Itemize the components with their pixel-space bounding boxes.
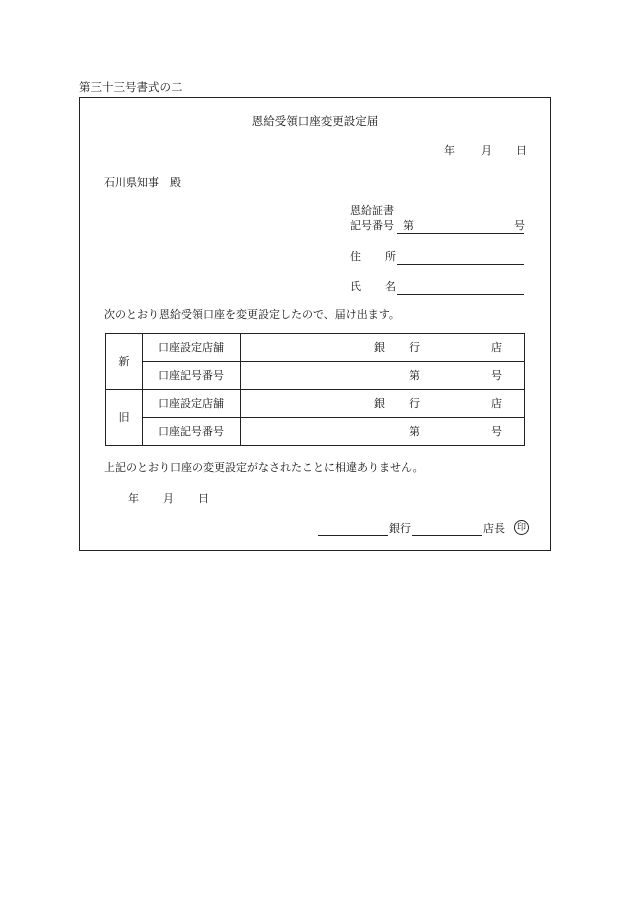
table-row bbox=[106, 362, 525, 390]
item-label: 口座設定店舗 bbox=[143, 334, 241, 362]
table-row bbox=[106, 418, 525, 446]
group-old: 旧 bbox=[106, 390, 143, 446]
date-bottom-day: 日 bbox=[198, 492, 209, 505]
unit-dai: 第 bbox=[409, 369, 420, 382]
date-bottom-month: 月 bbox=[163, 492, 174, 505]
unit-ten: 店 bbox=[491, 341, 502, 354]
table-row bbox=[106, 334, 525, 362]
cert-number-line bbox=[397, 233, 524, 234]
unit-go: 号 bbox=[491, 369, 502, 382]
value-cell bbox=[241, 334, 525, 362]
group-new: 新 bbox=[106, 334, 143, 390]
seal-icon: 印 bbox=[514, 520, 529, 535]
cert-label-line1: 恩給証書 bbox=[350, 204, 394, 217]
manager-label: 店長 bbox=[483, 522, 505, 535]
item-label: 口座記号番号 bbox=[143, 362, 241, 390]
name-label-1: 氏 bbox=[350, 280, 361, 293]
value-cell bbox=[241, 390, 525, 418]
bank-label: 銀行 bbox=[389, 522, 411, 535]
cert-label-line2: 記号番号 bbox=[350, 219, 394, 232]
name-line bbox=[397, 294, 524, 295]
unit-ten: 店 bbox=[491, 397, 502, 410]
date-top-day: 日 bbox=[516, 144, 527, 157]
cert-dai: 第 bbox=[403, 219, 414, 232]
branch-manager-line bbox=[412, 535, 482, 536]
date-top-month: 月 bbox=[481, 144, 492, 157]
form-title: 恩給受領口座変更設定届 bbox=[251, 114, 379, 128]
table-row bbox=[106, 390, 525, 418]
certification-statement: 上記のとおり口座の変更設定がなされたことに相違ありません。 bbox=[104, 461, 424, 474]
name-label-2: 名 bbox=[385, 280, 396, 293]
unit-kou: 行 bbox=[409, 397, 420, 410]
recipient: 石川県知事 殿 bbox=[104, 176, 181, 189]
item-label: 口座記号番号 bbox=[143, 418, 241, 446]
unit-gin: 銀 bbox=[374, 341, 385, 354]
account-table bbox=[105, 333, 525, 446]
statement: 次のとおり恩給受領口座を変更設定したので、届け出ます。 bbox=[104, 308, 400, 321]
item-label: 口座設定店舗 bbox=[143, 390, 241, 418]
unit-dai: 第 bbox=[409, 425, 420, 438]
unit-gin: 銀 bbox=[374, 397, 385, 410]
value-cell bbox=[241, 362, 525, 390]
address-line bbox=[397, 264, 524, 265]
unit-go: 号 bbox=[491, 425, 502, 438]
form-number: 第三十三号書式の二 bbox=[79, 80, 183, 94]
form-frame bbox=[79, 97, 551, 551]
address-label-2: 所 bbox=[385, 250, 396, 263]
value-cell bbox=[241, 418, 525, 446]
address-label-1: 住 bbox=[350, 250, 361, 263]
bank-name-line bbox=[318, 535, 388, 536]
unit-kou: 行 bbox=[409, 341, 420, 354]
cert-go: 号 bbox=[514, 219, 525, 232]
date-top-year: 年 bbox=[444, 144, 455, 157]
date-bottom-year: 年 bbox=[128, 492, 139, 505]
